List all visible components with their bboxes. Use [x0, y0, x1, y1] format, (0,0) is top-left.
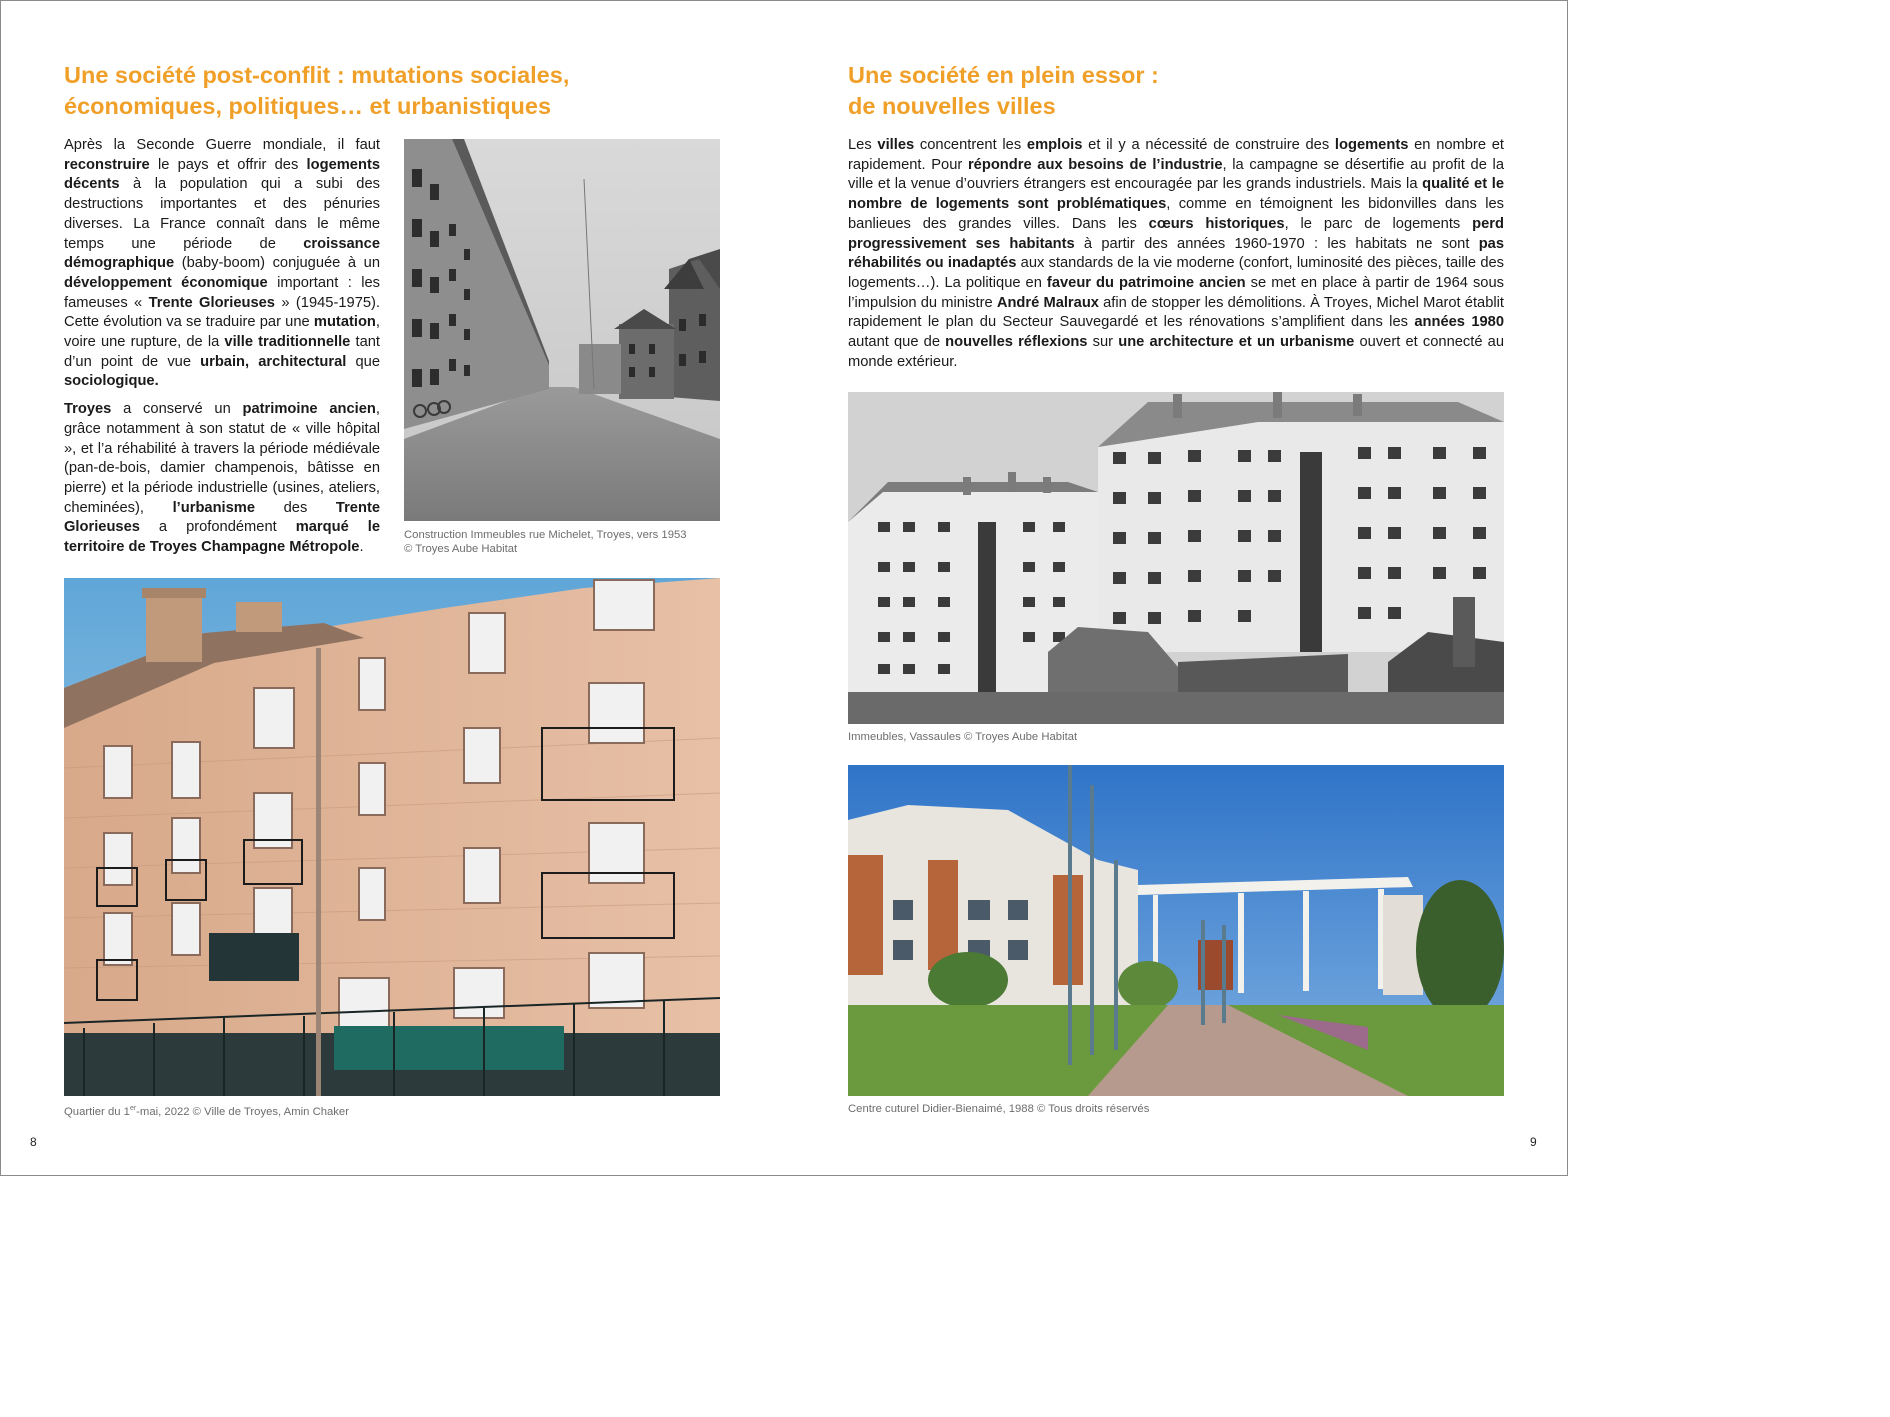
- bold-term: Trente Glorieuses: [148, 294, 275, 311]
- bold-term: patrimoine ancien: [242, 401, 376, 418]
- bold-term: Troyes: [64, 401, 112, 418]
- photo-quartier-1er-mai: [64, 578, 720, 1096]
- caption-quartier-sup: er: [129, 1105, 137, 1112]
- left-title: [64, 60, 764, 122]
- caption-rue-michelet-line2: © Troyes Aube Habitat: [404, 543, 518, 555]
- left-body: [64, 136, 380, 566]
- bold-term: nouvelles réflexions: [945, 334, 1088, 351]
- photo-rue-michelet: [404, 139, 720, 521]
- right-paragraph-1: Les villes concentrent les emplois et il y a nécessité de construire des logements en nombre et rapidement. Pour répondre aux besoins de l’industrie, la campagne se désertifie au profit de la ville et la venue d’ouvriers étrangers est encouragée par les grands industriels. Mais la qualité et le nombre de logements sont problématiques, comme en témoignent les bidonvilles dans les banlieues des grandes villes. Dans les cœurs historiques, le parc de logements perd progressivement ses habitants à partir des années 1960-1970 : les habitats ne sont pas réhabilités ou inadaptés aux standards de la vie moderne (confort, luminosité des pièces, taille des logements…). La politique en faveur du patrimoine ancien se met en place à partir de 1964 sous l’impulsion du ministre André Malraux afin de stopper les démolitions. À Troyes, Michel Marot établit rapidement le plan du Secteur Sauvegardé et les rénovations s’amplifient dans les années 1980 autant que de nouvelles réflexions sur une architecture et un urbanisme ouvert et connecté au monde extérieur.: [848, 137, 1505, 370]
- right-title: [848, 60, 1498, 122]
- left-paragraph-1: Après la Seconde Guerre mondiale, il faut reconstruire le pays et offrir des logements décents à la population qui a subi des destructions importantes et des pénuries diverses. La France connaît dans le même temps une période de croissance démographique (baby-boom) conjuguée à un développement économique important : les fameuses « Trente Glorieuses » (1945-1975). Cette évolution va se traduire par une mutation, voire une rupture, de la ville traditionnelle tant d’un point de vue urbain, architectural que sociologique.: [64, 137, 381, 390]
- bold-term: cœurs historiques: [1148, 215, 1285, 232]
- bold-term: André Malraux: [996, 294, 1099, 311]
- bold-term: l’urbanisme: [172, 499, 256, 516]
- bold-term: pas réhabilités ou inadaptés: [848, 235, 1504, 272]
- bold-term: sociologique.: [64, 373, 159, 390]
- bold-term: urbain, architectural: [200, 353, 347, 370]
- bold-term: marqué le territoire de Troyes Champagne Métropole: [64, 519, 380, 556]
- bold-term: perd progressivement ses habitants: [848, 215, 1504, 252]
- bold-term: qualité et le nombre de logements sont problématiques: [848, 176, 1504, 213]
- caption-centre-culturel: Centre cuturel Didier-Bienaimé, 1988 © Tous droits réservés: [848, 1103, 1150, 1115]
- bold-term: années 1980: [1414, 314, 1504, 331]
- bold-term: une architecture et un urbanisme: [1118, 334, 1355, 351]
- caption-rue-michelet: [404, 528, 724, 556]
- bold-term: villes: [877, 137, 915, 153]
- caption-quartier-pre: Quartier du 1: [64, 1105, 130, 1118]
- bold-term: répondre aux besoins de l’industrie: [967, 156, 1223, 173]
- bold-term: ville traditionnelle: [224, 334, 351, 351]
- bold-term: logements décents: [64, 156, 380, 193]
- caption-quartier-1er-mai: [64, 1102, 724, 1119]
- caption-quartier-post: -mai, 2022 © Ville de Troyes, Amin Chaker: [136, 1105, 349, 1118]
- right-title-line1: Une société en plein essor :: [848, 62, 1159, 88]
- right-body: [848, 136, 1504, 380]
- bold-term: croissance démographique: [64, 235, 380, 272]
- right-title-line2: de nouvelles villes: [848, 93, 1056, 119]
- bold-term: développement économique: [64, 274, 268, 291]
- page-number-right: 9: [1530, 1135, 1537, 1149]
- page-number-left: 8: [30, 1135, 37, 1149]
- photo-immeubles-vassaules: [848, 392, 1504, 724]
- bold-term: logements: [1334, 137, 1409, 153]
- bold-term: Trente Glorieuses: [64, 499, 380, 536]
- bold-term: emplois: [1026, 137, 1083, 153]
- bold-term: faveur du patrimoine ancien: [1046, 274, 1246, 291]
- photo-centre-culturel: [848, 765, 1504, 1096]
- left-title-line2: économiques, politiques… et urbanistiques: [64, 93, 552, 119]
- caption-immeubles-vassaules: Immeubles, Vassaules © Troyes Aube Habitat: [848, 731, 1078, 743]
- bold-term: reconstruire: [64, 156, 150, 173]
- left-title-line1: Une société post-conflit : mutations sociales,: [64, 62, 570, 88]
- bold-term: mutation: [313, 314, 376, 331]
- left-paragraph-2: Troyes a conservé un patrimoine ancien, grâce notamment à son statut de « ville hôpital », et l’a réhabilité à travers la période médiévale (pan-de-bois, damier champenois, bâtisse en pierre) et la période industrielle (usines, ateliers, cheminées), l’urbanisme des Trente Glorieuses a profondément marqué le territoire de Troyes Champagne Métropole.: [64, 401, 380, 556]
- caption-rue-michelet-line1: Construction Immeubles rue Michelet, Troyes, vers 1953: [404, 529, 687, 541]
